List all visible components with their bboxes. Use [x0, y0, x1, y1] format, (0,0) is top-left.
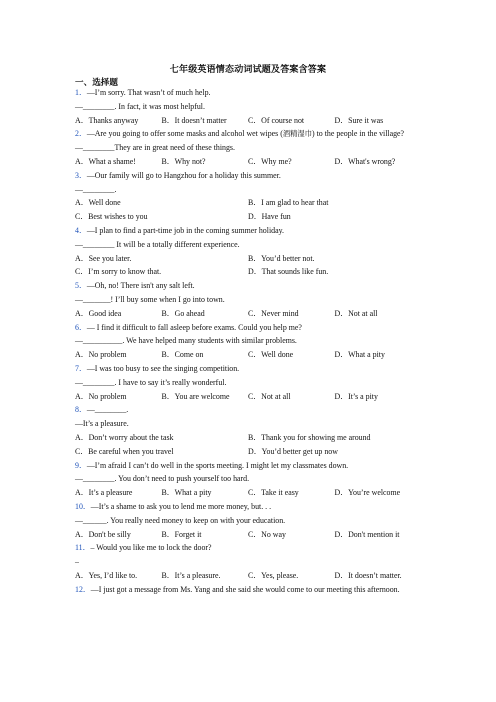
option-c[interactable]: C．Why me? [248, 156, 292, 166]
option-a[interactable]: A．Yes, I’d like to. [75, 570, 138, 580]
option-a[interactable]: A．No problem [75, 391, 127, 401]
option-c[interactable]: C．I’m sorry to know that. [75, 267, 162, 277]
document-title: 七年级英语情态动词试题及答案含答案 [169, 65, 327, 75]
question-8 [75, 403, 421, 417]
question-1-options [75, 114, 421, 128]
option-c[interactable]: C．Never mind [248, 308, 299, 318]
question-7-reply: —________. I have to say it’s really wonderful. [75, 377, 227, 387]
option-d[interactable]: D．What a pity [334, 350, 385, 360]
question-text: —Oh, no! There isn't any salt left. [86, 281, 195, 291]
option-b[interactable]: B．Forget it [161, 529, 202, 539]
question-9-options [75, 486, 421, 500]
option-c[interactable]: C．No way [248, 529, 286, 539]
question-2 [75, 127, 421, 141]
option-b[interactable]: B．Why not? [161, 156, 206, 166]
option-c[interactable]: C．Be careful when you travel [75, 446, 174, 456]
option-c[interactable]: C．Well done [248, 350, 294, 360]
option-c[interactable]: C．Not at all [248, 391, 291, 401]
question-5 [75, 279, 421, 293]
question-number: 10． [75, 501, 91, 511]
question-1-reply: —________. In fact, it was most helpful. [75, 101, 205, 111]
question-number: 11． [75, 543, 91, 553]
question-3-options-row2 [75, 210, 421, 224]
question-8-reply: —It’s a pleasure. [75, 419, 129, 429]
question-number: 5． [75, 281, 87, 291]
question-11-options [75, 569, 421, 583]
question-3-reply: —________. [75, 184, 117, 194]
question-3-options-row1 [75, 196, 421, 210]
question-10-reply: —______. You really need money to keep on with your education. [75, 515, 286, 525]
section-heading: 一、选择题 [75, 78, 118, 88]
question-5-options [75, 307, 421, 321]
question-number: 4． [75, 225, 87, 235]
option-d[interactable]: D．You’re welcome [334, 488, 401, 498]
option-d[interactable]: D．You’d better get up now [248, 446, 338, 456]
question-text: —I just got a message from Ms. Yang and she said she would come to our meeting this afternoon. [90, 584, 400, 594]
option-b[interactable]: B．Thank you for showing me around [248, 432, 371, 442]
question-text: —It’s a shame to ask you to lend me more money, but. . . [90, 501, 272, 511]
question-number: 9． [75, 460, 87, 470]
option-b[interactable]: B．You’d better not. [248, 253, 315, 263]
option-a[interactable]: A．See you later. [75, 253, 132, 263]
option-a[interactable]: A．No problem [75, 350, 127, 360]
option-b[interactable]: B．It’s a pleasure. [161, 570, 221, 580]
option-b[interactable]: B．I am glad to hear that [248, 198, 329, 208]
question-9 [75, 459, 421, 473]
question-2-options [75, 155, 421, 169]
question-text: —________. [86, 405, 129, 415]
question-text: —I’m sorry. That wasn’t of much help. [86, 88, 211, 97]
question-12 [75, 583, 421, 597]
option-c[interactable]: C．Of course not [248, 115, 305, 125]
question-4 [75, 224, 421, 238]
question-text: – Would you like me to lock the door? [90, 543, 212, 553]
question-10-options [75, 528, 421, 542]
question-number: 7． [75, 363, 87, 373]
option-a[interactable]: A．Thanks anyway [75, 115, 139, 125]
question-number: 2． [75, 129, 87, 139]
question-text-a: —Are you going to offer some masks and alcohol wet wipes ( [86, 129, 283, 139]
option-d[interactable]: D．It’s a pity [334, 391, 378, 401]
question-6-reply: —__________. We have helped many students with similar problems. [75, 336, 297, 346]
option-a[interactable]: A．Good idea [75, 308, 122, 318]
option-c[interactable]: C．Yes, please. [248, 570, 299, 580]
question-text-cn: 酒精湿巾 [282, 129, 313, 139]
question-text: —Our family will go to Hangzhou for a holiday this summer. [86, 170, 281, 180]
question-number: 8． [75, 405, 87, 415]
option-d[interactable]: D．What's wrong? [334, 156, 396, 166]
option-a[interactable]: A．What a shame! [75, 156, 136, 166]
option-c[interactable]: C．Take it easy [248, 488, 299, 498]
question-text: —I was too busy to see the singing competition. [86, 363, 240, 373]
question-6-options [75, 348, 421, 362]
question-4-reply: —________ It will be a totally different experience. [75, 239, 240, 249]
question-text: —I plan to find a part-time job in the coming summer holiday. [86, 225, 284, 235]
question-2-reply: —________They are in great need of these things. [75, 143, 235, 153]
option-a[interactable]: A．Well done [75, 198, 121, 208]
option-d[interactable]: D．Don't mention it [334, 529, 400, 539]
question-list [75, 86, 421, 596]
option-d[interactable]: D．Sure it was [334, 115, 384, 125]
question-1 [75, 86, 421, 100]
question-8-options-row1 [75, 431, 421, 445]
option-b[interactable]: B．You are welcome [161, 391, 230, 401]
option-d[interactable]: D．That sounds like fun. [248, 267, 329, 277]
question-7-options [75, 390, 421, 404]
question-11-reply: – [75, 557, 79, 567]
question-5-reply: —_______! I’ll buy some when I go into town. [75, 294, 225, 304]
question-11 [75, 541, 421, 555]
question-3 [75, 169, 421, 183]
question-number: 12． [75, 584, 91, 594]
question-number: 6． [75, 322, 87, 332]
option-a[interactable]: A．It’s a pleasure [75, 488, 133, 498]
option-d[interactable]: D．Have fun [248, 212, 291, 222]
option-b[interactable]: B．What a pity [161, 488, 212, 498]
option-b[interactable]: B．Come on [161, 350, 204, 360]
option-d[interactable]: D．Not at all [334, 308, 378, 318]
question-4-options-row2 [75, 265, 421, 279]
option-a[interactable]: A．Don't be silly [75, 529, 131, 539]
option-b[interactable]: B．Go ahead [161, 308, 205, 318]
question-number: 3． [75, 170, 87, 180]
option-c[interactable]: C．Best wishes to you [75, 212, 148, 222]
question-number: 1． [75, 88, 87, 97]
question-9-reply: —________. You don’t need to push yourself too hard. [75, 474, 250, 484]
option-d[interactable]: D．It doesn’t matter. [334, 570, 402, 580]
question-4-options-row1 [75, 252, 421, 266]
option-a[interactable]: A．Don’t worry about the task [75, 432, 174, 442]
question-7 [75, 362, 421, 376]
question-8-options-row2 [75, 445, 421, 459]
question-10 [75, 500, 421, 514]
question-text: — I find it difficult to fall asleep before exams. Could you help me? [86, 322, 302, 332]
question-text-b: ) to the people in the village? [312, 129, 405, 139]
question-text: —I’m afraid I can’t do well in the sports meeting. I might let my classmates down. [86, 460, 349, 470]
option-b[interactable]: B．It doesn’t matter [161, 115, 227, 125]
question-6 [75, 321, 421, 335]
